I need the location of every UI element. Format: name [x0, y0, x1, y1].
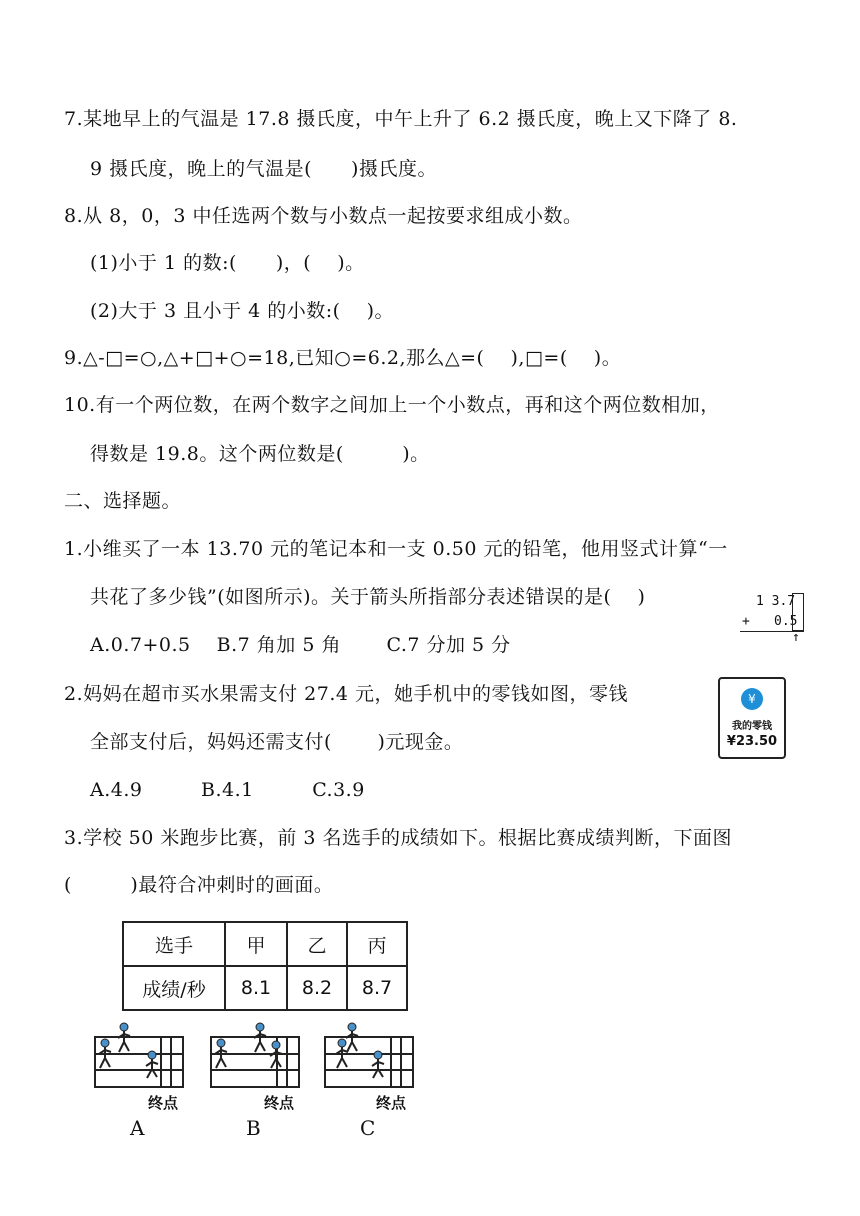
table-cell: 甲: [225, 922, 287, 966]
c2-options: A.4.9 B.4.1 C.3.9: [90, 779, 365, 801]
wallet-card: [718, 677, 786, 759]
score-table: [122, 921, 408, 1011]
q10-line1: 10.有一个两位数，在两个数字之间加上一个小数点，再和这个两位数相加，: [64, 394, 720, 416]
runner-icon: [268, 1040, 284, 1070]
yuan-icon: ¥: [741, 688, 763, 710]
finish-label: 终点: [376, 1094, 407, 1112]
table-cell: 成绩/秒: [123, 966, 225, 1010]
table-cell: 8.1: [225, 966, 287, 1010]
option-letter: C: [360, 1116, 376, 1140]
c2-line2: 全部支付后，妈妈还需支付( )元现金。: [90, 731, 464, 753]
runner-icon: [370, 1050, 386, 1080]
c3-line2: ( )最符合冲刺时的画面。: [64, 874, 334, 896]
addend-bottom: 0.5: [774, 614, 798, 629]
table-cell: 丙: [347, 922, 407, 966]
addend-top: 1 3.7: [756, 594, 796, 609]
wallet-amount: ¥23.50: [726, 734, 778, 749]
finish-label: 终点: [148, 1094, 179, 1112]
table-cell: 8.2: [287, 966, 347, 1010]
finish-label: 终点: [264, 1094, 295, 1112]
picture-a: [92, 1022, 192, 1142]
c1-line2: 共花了多少钱”(如图所示)。关于箭头所指部分表述错误的是( ): [90, 586, 646, 608]
table-row: [123, 922, 407, 966]
option-letter: B: [246, 1116, 261, 1140]
picture-b: [208, 1022, 308, 1142]
q7-line2: 9 摄氏度，晚上的气温是( )摄氏度。: [90, 158, 437, 180]
highlight-box: [792, 593, 804, 631]
runner-icon: [213, 1038, 229, 1070]
q7-line1: 7.某地早上的气温是 17.8 摄氏度，中午上升了 6.2 摄氏度，晚上又下降了 8.: [64, 108, 738, 130]
c2-line1: 2.妈妈在超市买水果需支付 27.4 元，她手机中的零钱如图，零钱: [64, 683, 629, 705]
option-letter: A: [130, 1116, 145, 1140]
runner-icon: [97, 1038, 113, 1070]
runner-icon: [116, 1022, 132, 1054]
q8-sub1: (1)小于 1 的数:( )，( )。: [90, 252, 365, 274]
table-row: [123, 966, 407, 1010]
q8-line1: 8.从 8，0，3 中任选两个数与小数点一起按要求组成小数。: [64, 205, 583, 227]
runner-icon: [334, 1038, 350, 1070]
arrow-icon: ↑: [792, 630, 800, 645]
table-cell: 乙: [287, 922, 347, 966]
q10-line2: 得数是 19.8。这个两位数是( )。: [90, 443, 430, 465]
table-cell: 8.7: [347, 966, 407, 1010]
q9-line1: 9.△-□=○,△+□+○=18,已知○=6.2,那么△=( ),□=( )。: [64, 347, 622, 369]
runner-icon: [252, 1022, 268, 1054]
table-cell: 选手: [123, 922, 225, 966]
c1-options: A.0.7+0.5 B.7 角加 5 角 C.7 分加 5 分: [90, 634, 511, 656]
wallet-label: 我的零钱: [732, 721, 772, 732]
picture-c: [322, 1022, 422, 1142]
c1-line1: 1.小维买了一本 13.70 元的笔记本和一支 0.50 元的铅笔，他用竖式计算“一: [64, 538, 728, 560]
q8-sub2: (2)大于 3 且小于 4 的小数:( )。: [90, 300, 395, 322]
c3-line1: 3.学校 50 米跑步比赛，前 3 名选手的成绩如下。根据比赛成绩判断，下面图: [64, 827, 733, 849]
vertical-addition-figure: [738, 590, 808, 650]
section-title: 二、选择题。: [64, 490, 182, 512]
plus-sign: +: [742, 614, 750, 629]
runner-icon: [144, 1050, 160, 1080]
